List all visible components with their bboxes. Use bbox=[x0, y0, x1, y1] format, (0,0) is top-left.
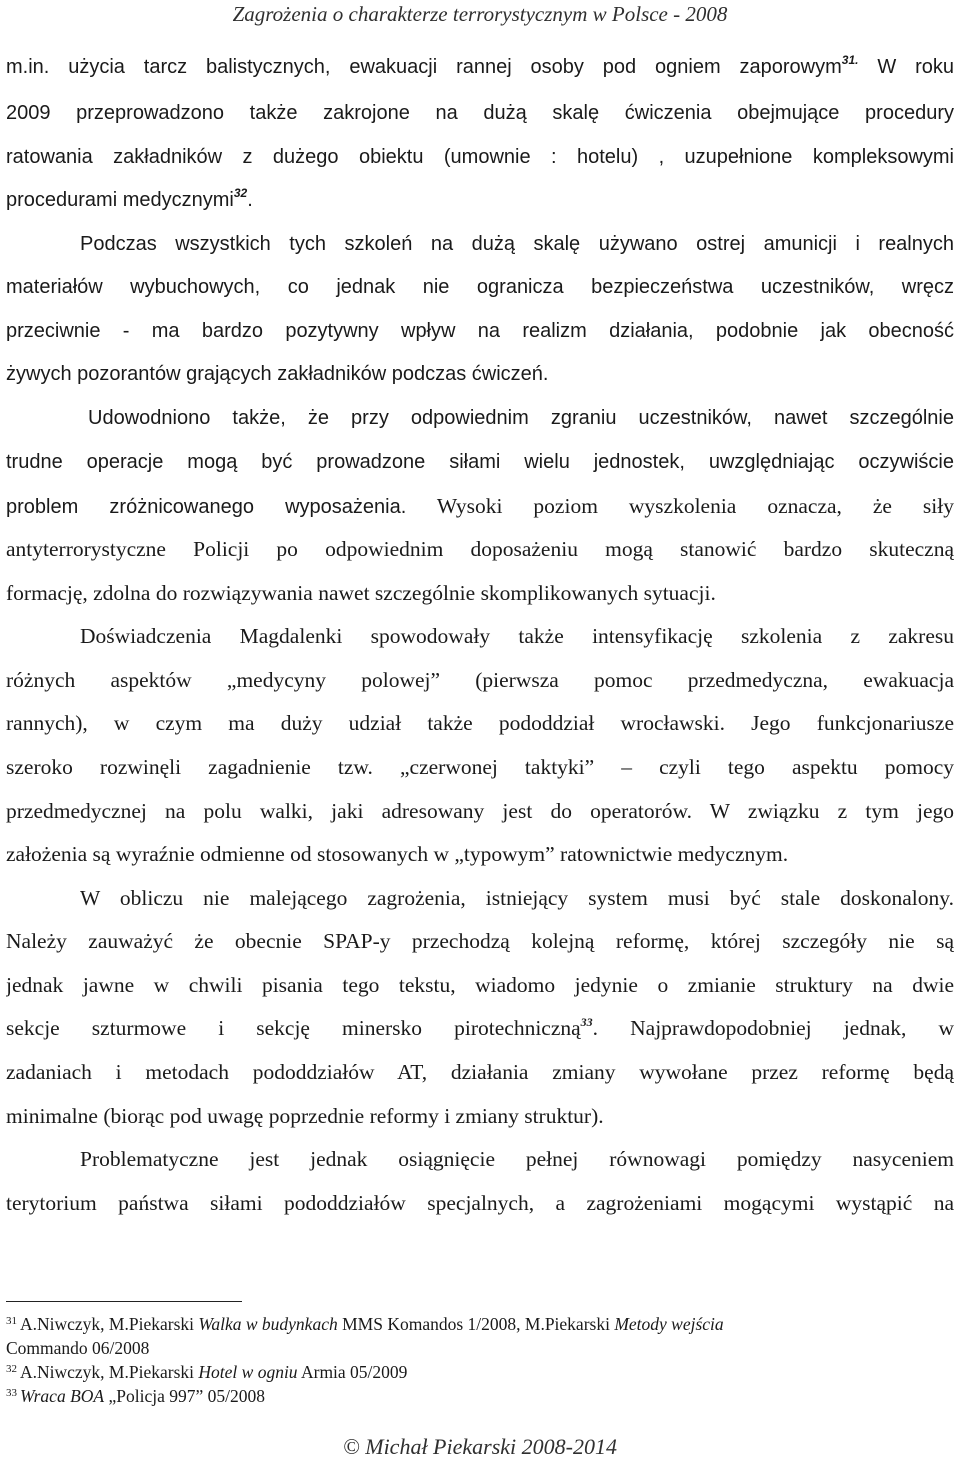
text-line: W obliczu nie malejącego zagrożenia, istniejący system musi być stale doskonalony. bbox=[80, 886, 954, 910]
footnote-ref: 31. bbox=[841, 53, 859, 67]
text-line: przeciwnie - ma bardzo pozytywny wpływ na realizm działania, podobnie jak obecność bbox=[6, 320, 954, 342]
text-line: sekcje szturmowe i sekcję minersko pirotechniczną$^{33}$. Najprawdopodobniej jednak, w bbox=[6, 1015, 954, 1040]
text-line: minimalne (biorąc pod uwagę poprzednie reformy i zmiany struktur). bbox=[6, 1104, 604, 1128]
text-line: szeroko rozwinęli zagadnienie tzw. „czerwonej taktyki” – czyli tego aspektu pomocy bbox=[6, 755, 954, 779]
text-line: trudne operacje mogą być prowadzone siłami wielu jednostek, uwzględniając oczywiście bbox=[6, 451, 954, 473]
text-line: procedurami medycznymi$^{32}$. bbox=[6, 186, 253, 211]
text-line: terytorium państwa siłami pododdziałów specjalnych, a zagrożeniami mogącymi wystąpić na bbox=[6, 1191, 954, 1215]
text-line: Udowodniono także, że przy odpowiednim zgraniu uczestników, nawet szczególnie bbox=[88, 407, 954, 429]
running-header: Zagrożenia o charakterze terrorystycznym w Polsce - 2008 bbox=[232, 2, 728, 26]
text-line: problem zróżnicowanego wyposażenia. Wysoki poziom wyszkolenia oznacza, że siły bbox=[6, 494, 954, 518]
footnote-ref: 33 bbox=[580, 1015, 593, 1029]
text-line: Problematyczne jest jednak osiągnięcie pełnej równowagi pomiędzy nasyceniem bbox=[80, 1147, 954, 1171]
text-line: Podczas wszystkich tych szkoleń na dużą skalę używano ostrej amunicji i realnych bbox=[80, 233, 954, 255]
footnote: $^{33}$ Wraca BOA „Policja 997” 05/2008 bbox=[6, 1386, 265, 1406]
footnote-separator bbox=[6, 1301, 242, 1302]
text-line: przedmedycznej na polu walki, jaki adresowany jest do operatorów. W związku z tym jego bbox=[6, 799, 954, 823]
footnote: $^{32}$ A.Niwczyk, M.Piekarski Hotel w ogniu Armia 05/2009 bbox=[6, 1362, 408, 1382]
text-line: m.in. użycia tarcz balistycznych, ewakuacji rannej osoby pod ogniem zaporowym$^{31.}$ W roku bbox=[6, 53, 954, 78]
text-line: zadaniach i metodach pododdziałów AT, działania zmiany wywołane przez reformę będą bbox=[6, 1060, 954, 1084]
text-line: jednak jawne w chwili pisania tego tekstu, wiadomo jedynie o zmianie struktury na dwie bbox=[6, 973, 954, 997]
text-line: Należy zauważyć że obecnie SPAP-y przechodzą kolejną reformę, której szczegóły nie są bbox=[6, 929, 954, 953]
text-line: różnych aspektów „medycyny polowej” (pierwsza pomoc przedmedyczna, ewakuacja bbox=[6, 668, 954, 692]
text-line: żywych pozorantów grających zakładników podczas ćwiczeń. bbox=[6, 363, 549, 385]
text-line: rannych), w czym ma duży udział także pododdział wrocławski. Jego funkcjonariusze bbox=[6, 711, 954, 735]
page-footer: © Michał Piekarski 2008-2014 bbox=[343, 1434, 617, 1459]
footnote: $^{31}$ A.Niwczyk, M.Piekarski Walka w budynkach MMS Komandos 1/2008, M.Piekarski Metody wejścia bbox=[6, 1314, 724, 1334]
footnote-ref: 32 bbox=[233, 186, 248, 200]
text-line: Doświadczenia Magdalenki spowodowały także intensyfikację szkolenia z zakresu bbox=[80, 624, 954, 648]
text-line: założenia są wyraźnie odmienne od stosowanych w „typowym” ratownictwie medycznym. bbox=[6, 842, 789, 866]
text-line: materiałów wybuchowych, co jednak nie ogranicza bezpieczeństwa uczestników, wręcz bbox=[6, 276, 954, 298]
text-line: antyterrorystyczne Policji po odpowiednim doposażeniu mogą stanowić bardzo skuteczną bbox=[6, 537, 954, 561]
text-line: formację, zdolna do rozwiązywania nawet szczególnie skomplikowanych sytuacji. bbox=[6, 581, 716, 605]
footnote-continuation: Commando 06/2008 bbox=[6, 1338, 150, 1358]
text-line: ratowania zakładników z dużego obiektu (umownie : hotelu) , uzupełnione kompleksowymi bbox=[6, 146, 954, 168]
text-line: 2009 przeprowadzono także zakrojone na dużą skalę ćwiczenia obejmujące procedury bbox=[6, 102, 954, 124]
